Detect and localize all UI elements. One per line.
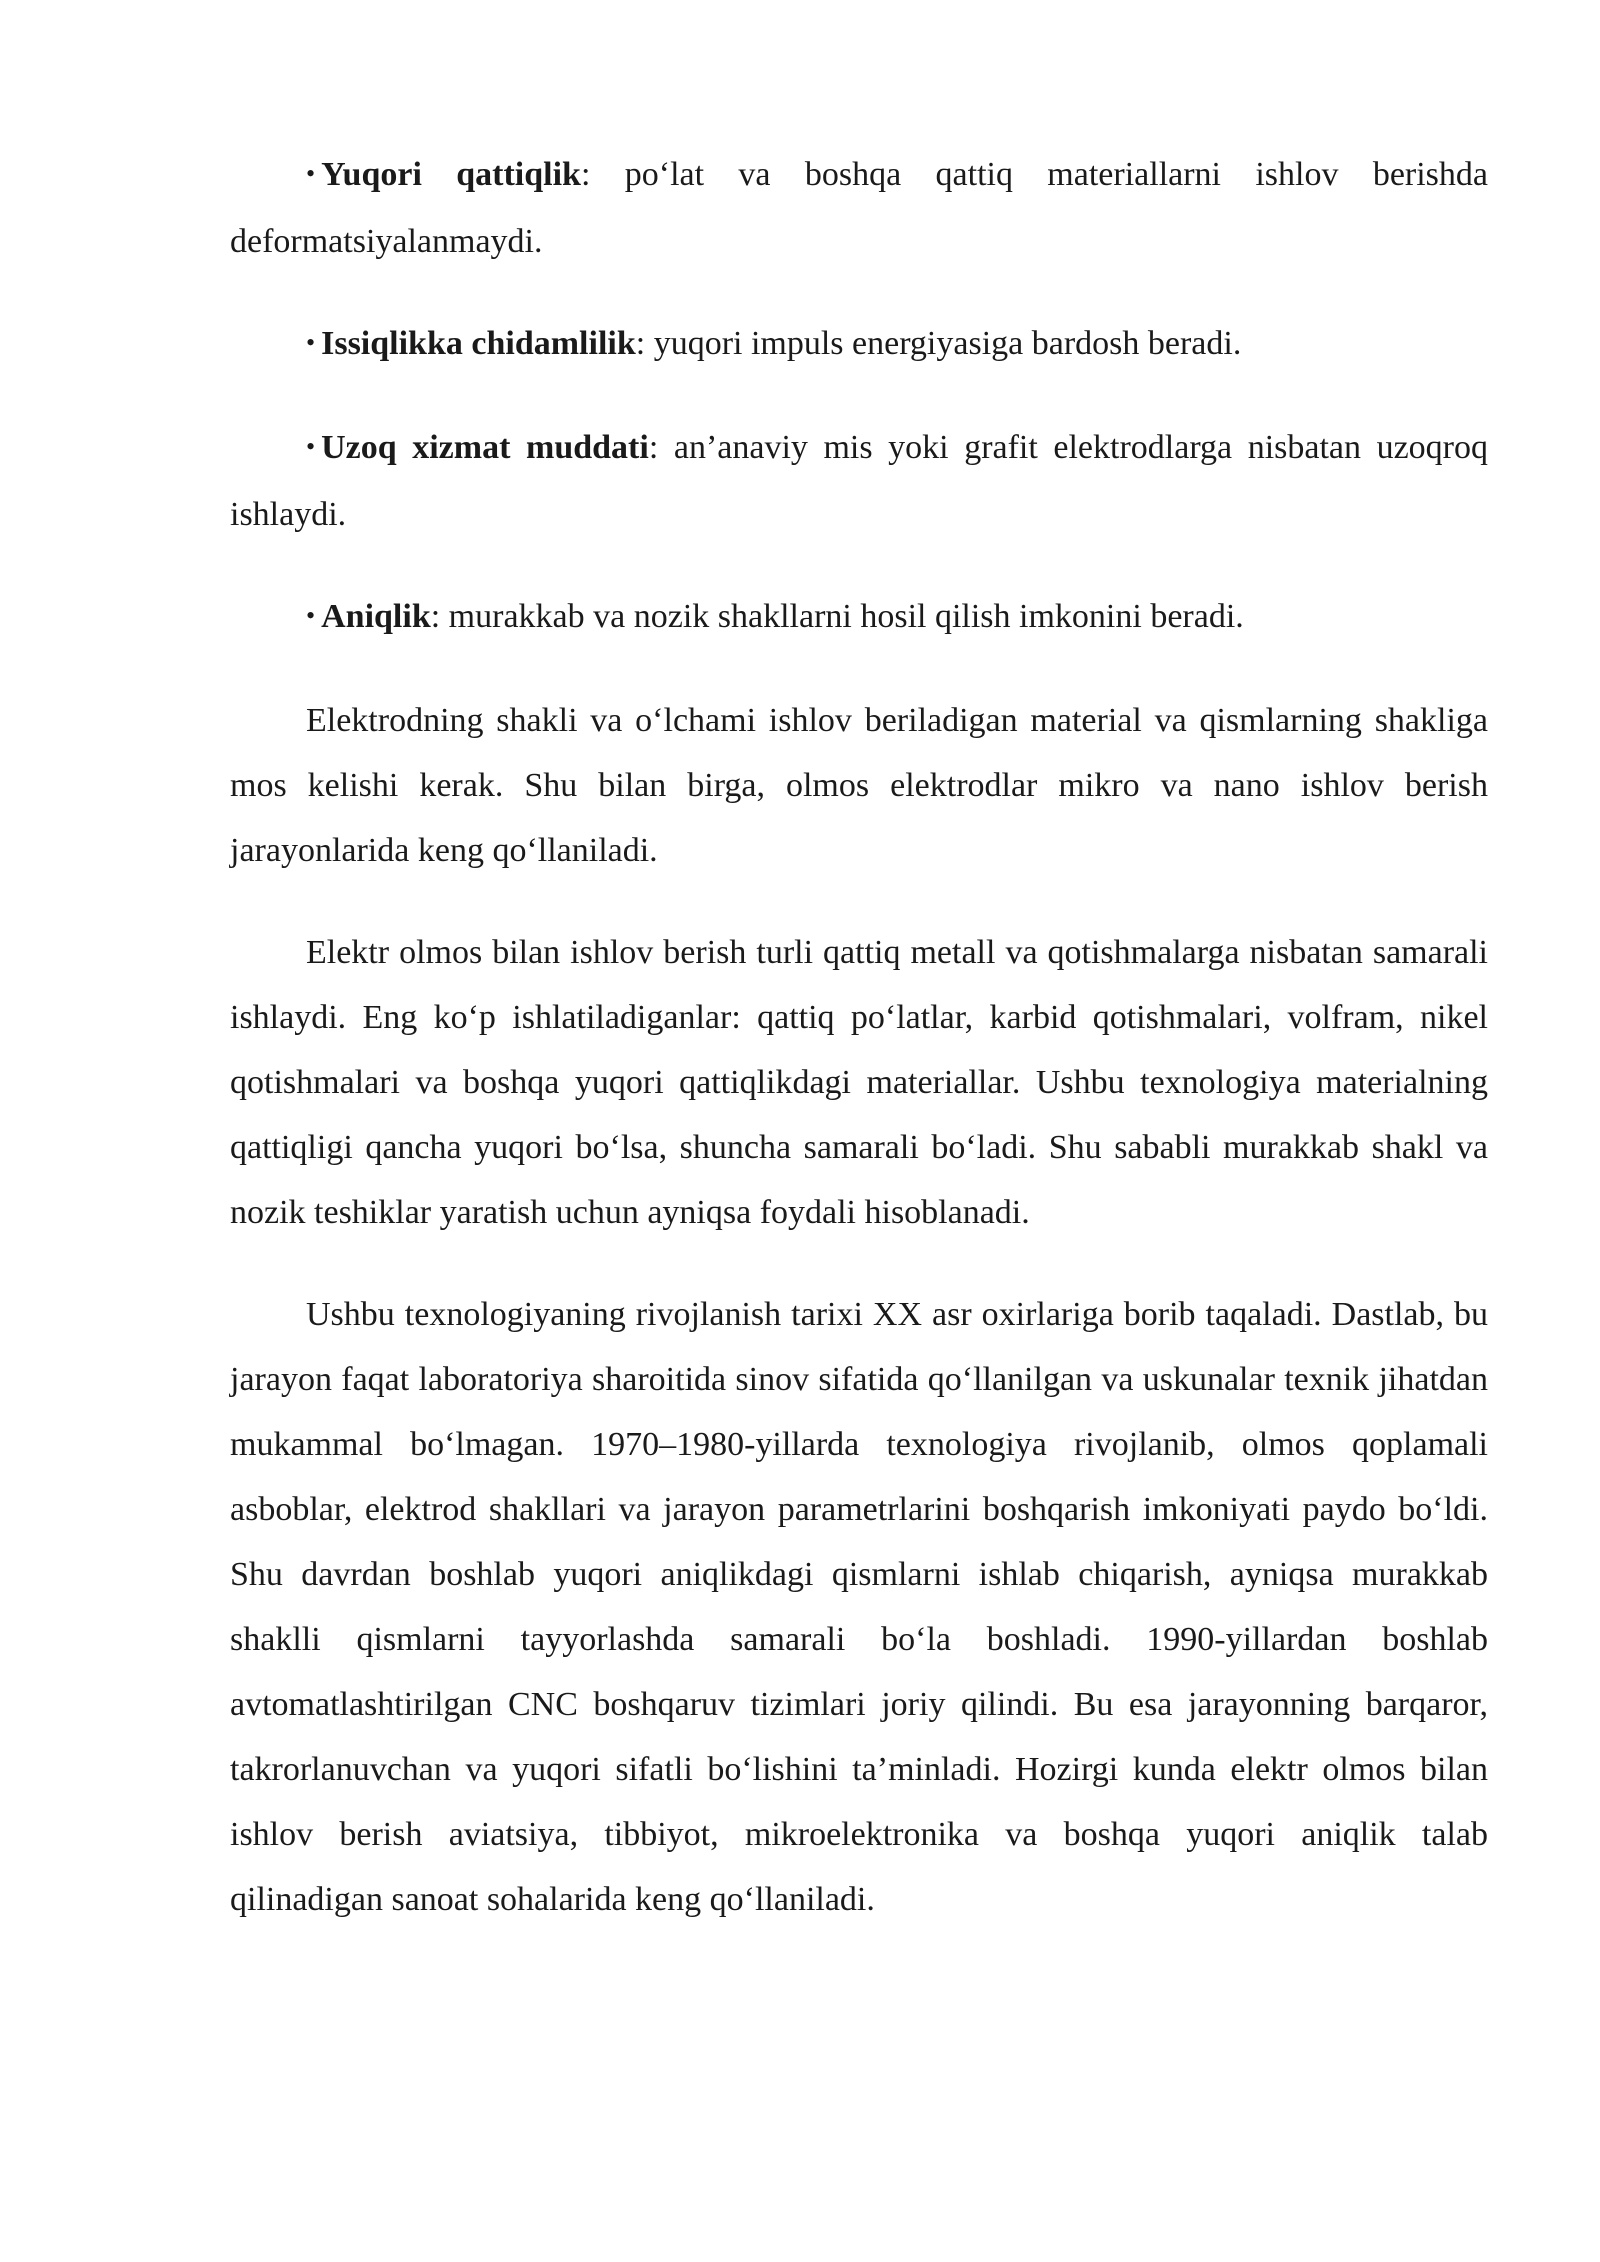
bullet-text: : murakkab va nozik shakllarni hosil qilish imkonini beradi. (430, 598, 1244, 635)
bullet-text: : an’anaviy mis yoki grafit elektrodlarga nisbatan uzoqroq ishlaydi. (230, 429, 1488, 533)
bullet-marker: • (306, 159, 316, 188)
bullet-marker: • (306, 432, 316, 461)
bullet-marker: • (306, 601, 316, 630)
bullet-term: Yuqori qattiqlik (321, 156, 581, 193)
document-page (230, 142, 1488, 1969)
bullet-item-service-life (230, 415, 1488, 547)
bullet-term: Aniqlik (321, 598, 431, 635)
bullet-text: : po‘lat va boshqa qattiq materiallarni ishlov berishda deformatsiyalanmaydi. (230, 156, 1489, 260)
paragraph-materials: Elektr olmos bilan ishlov berish turli qattiq metall va qotishmalarga nisbatan samarali ishlaydi. Eng ko‘p ishlatiladiganlar: qattiq po‘latlar, karbid qotishmalari, volfram, nikel qotishmalari va boshqa yuqori qattiqlikdagi materiallar. Ushbu texnologiya materialning qattiqligi qancha yuqori bo‘lsa, shuncha samarali bo‘ladi. Shu sababli murakkab shakl va nozik teshiklar yaratish uchun ayniqsa foydali hisoblanadi. (230, 934, 1488, 1231)
bullet-item-heat-resistance (230, 311, 1488, 378)
paragraph-history: Ushbu texnologiyaning rivojlanish tarixi XX asr oxirlariga borib taqaladi. Dastlab, bu jarayon faqat laboratoriya sharoitida sinov sifatida qo‘llanilgan va uskunalar texnik jihatdan mukammal bo‘lmagan. 1970–1980-yillarda texnologiya rivojlanib, olmos qoplamali asboblar, elektrod shakllari va jarayon parametrlarini boshqarish imkoniyati paydo bo‘ldi. Shu davrdan boshlab yuqori aniqlikdagi qismlarni ishlab chiqarish, ayniqsa murakkab shaklli qismlarni tayyorlashda samarali bo‘la boshladi. 1990-yillardan boshlab avtomatlashtirilgan CNC boshqaruv tizimlari joriy qilindi. Bu esa jarayonning barqaror, takrorlanuvchan va yuqori sifatli bo‘lishini ta’minladi. Hozirgi kunda elektr olmos bilan ishlov berish aviatsiya, tibbiyot, mikroelektronika va boshqa yuqori aniqlik talab qilinadigan sanoat sohalarida keng qo‘llaniladi. (230, 1296, 1488, 1918)
bullet-item-hardness (230, 142, 1488, 274)
bullet-marker: • (306, 328, 316, 357)
bullet-term: Uzoq xizmat muddati (321, 429, 649, 466)
paragraph-electrode-shape: Elektrodning shakli va o‘lchami ishlov beriladigan material va qismlarning shakliga mos kelishi kerak. Shu bilan birga, olmos elektrodlar mikro va nano ishlov berish jarayonlarida keng qo‘llaniladi. (230, 702, 1488, 869)
bullet-term: Issiqlikka chidamlilik (321, 325, 636, 362)
bullet-item-precision (230, 584, 1488, 651)
bullet-text: : yuqori impuls energiyasiga bardosh beradi. (635, 325, 1242, 362)
